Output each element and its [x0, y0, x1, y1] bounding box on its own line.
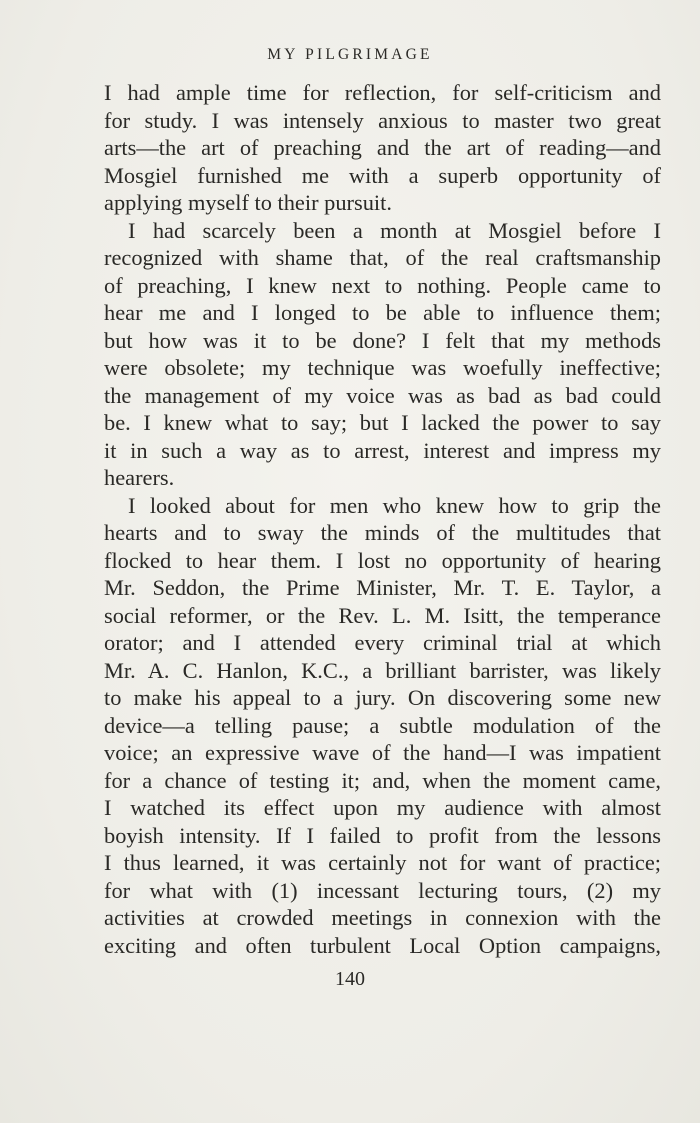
text-line: Mr. A. C. Hanlon, K.C., a brilliant barrister, was likely	[104, 657, 661, 683]
text-line: I thus learned, it was certainly not for want of practice;	[104, 850, 661, 875]
text-line: but how was it to be done? I felt that my methods	[104, 327, 661, 353]
text-line: Mr. Seddon, the Prime Minister, Mr. T. E. Taylor, a	[104, 575, 661, 600]
text-line: were obsolete; my technique was woefully ineffective;	[104, 355, 661, 380]
text-line: device—a telling pause; a subtle modulation of the	[104, 712, 661, 738]
text-line: to make his appeal to a jury. On discovering some new	[104, 685, 661, 710]
body-text	[104, 79, 661, 959]
text-line: hearers.	[104, 465, 175, 490]
text-line: exciting and often turbulent Local Option campaigns,	[104, 932, 661, 958]
text-line: voice; an expressive wave of the hand—I was impatient	[104, 740, 661, 765]
text-line: be. I knew what to say; but I lacked the power to say	[104, 410, 661, 435]
text-line: social reformer, or the Rev. L. M. Isitt, the temperance	[104, 602, 661, 628]
page-number: 140	[335, 968, 365, 990]
text-line: for what with (1) incessant lecturing tours, (2) my	[104, 877, 661, 903]
text-line: Mosgiel furnished me with a superb opportunity of	[104, 162, 661, 188]
text-line: I had scarcely been a month at Mosgiel before I	[128, 217, 661, 243]
running-head: MY PILGRIMAGE	[267, 46, 433, 63]
text-line: for study. I was intensely anxious to master two great	[104, 107, 661, 133]
text-line: for a chance of testing it; and, when the moment came,	[104, 767, 661, 793]
text-line: boyish intensity. If I failed to profit from the lessons	[104, 822, 661, 848]
text-line: arts—the art of preaching and the art of reading—and	[104, 135, 661, 160]
text-line: recognized with shame that, of the real craftsmanship	[104, 245, 661, 270]
text-line: I looked about for men who knew how to grip the	[128, 492, 661, 518]
text-line: it in such a way as to arrest, interest and impress my	[104, 437, 661, 463]
text-line: flocked to hear them. I lost no opportunity of hearing	[104, 547, 661, 573]
text-line: applying myself to their pursuit.	[104, 190, 392, 215]
text-line: of preaching, I knew next to nothing. People came to	[104, 272, 661, 298]
text-line: the management of my voice was as bad as bad could	[104, 382, 661, 408]
text-line: I had ample time for reflection, for self-criticism and	[104, 80, 661, 105]
text-line: hearts and to sway the minds of the multitudes that	[104, 520, 661, 545]
text-line: orator; and I attended every criminal trial at which	[104, 630, 661, 655]
text-line: hear me and I longed to be able to influence them;	[104, 300, 661, 325]
text-line: I watched its effect upon my audience with almost	[104, 795, 661, 820]
text-line: activities at crowded meetings in connexion with the	[104, 905, 661, 930]
